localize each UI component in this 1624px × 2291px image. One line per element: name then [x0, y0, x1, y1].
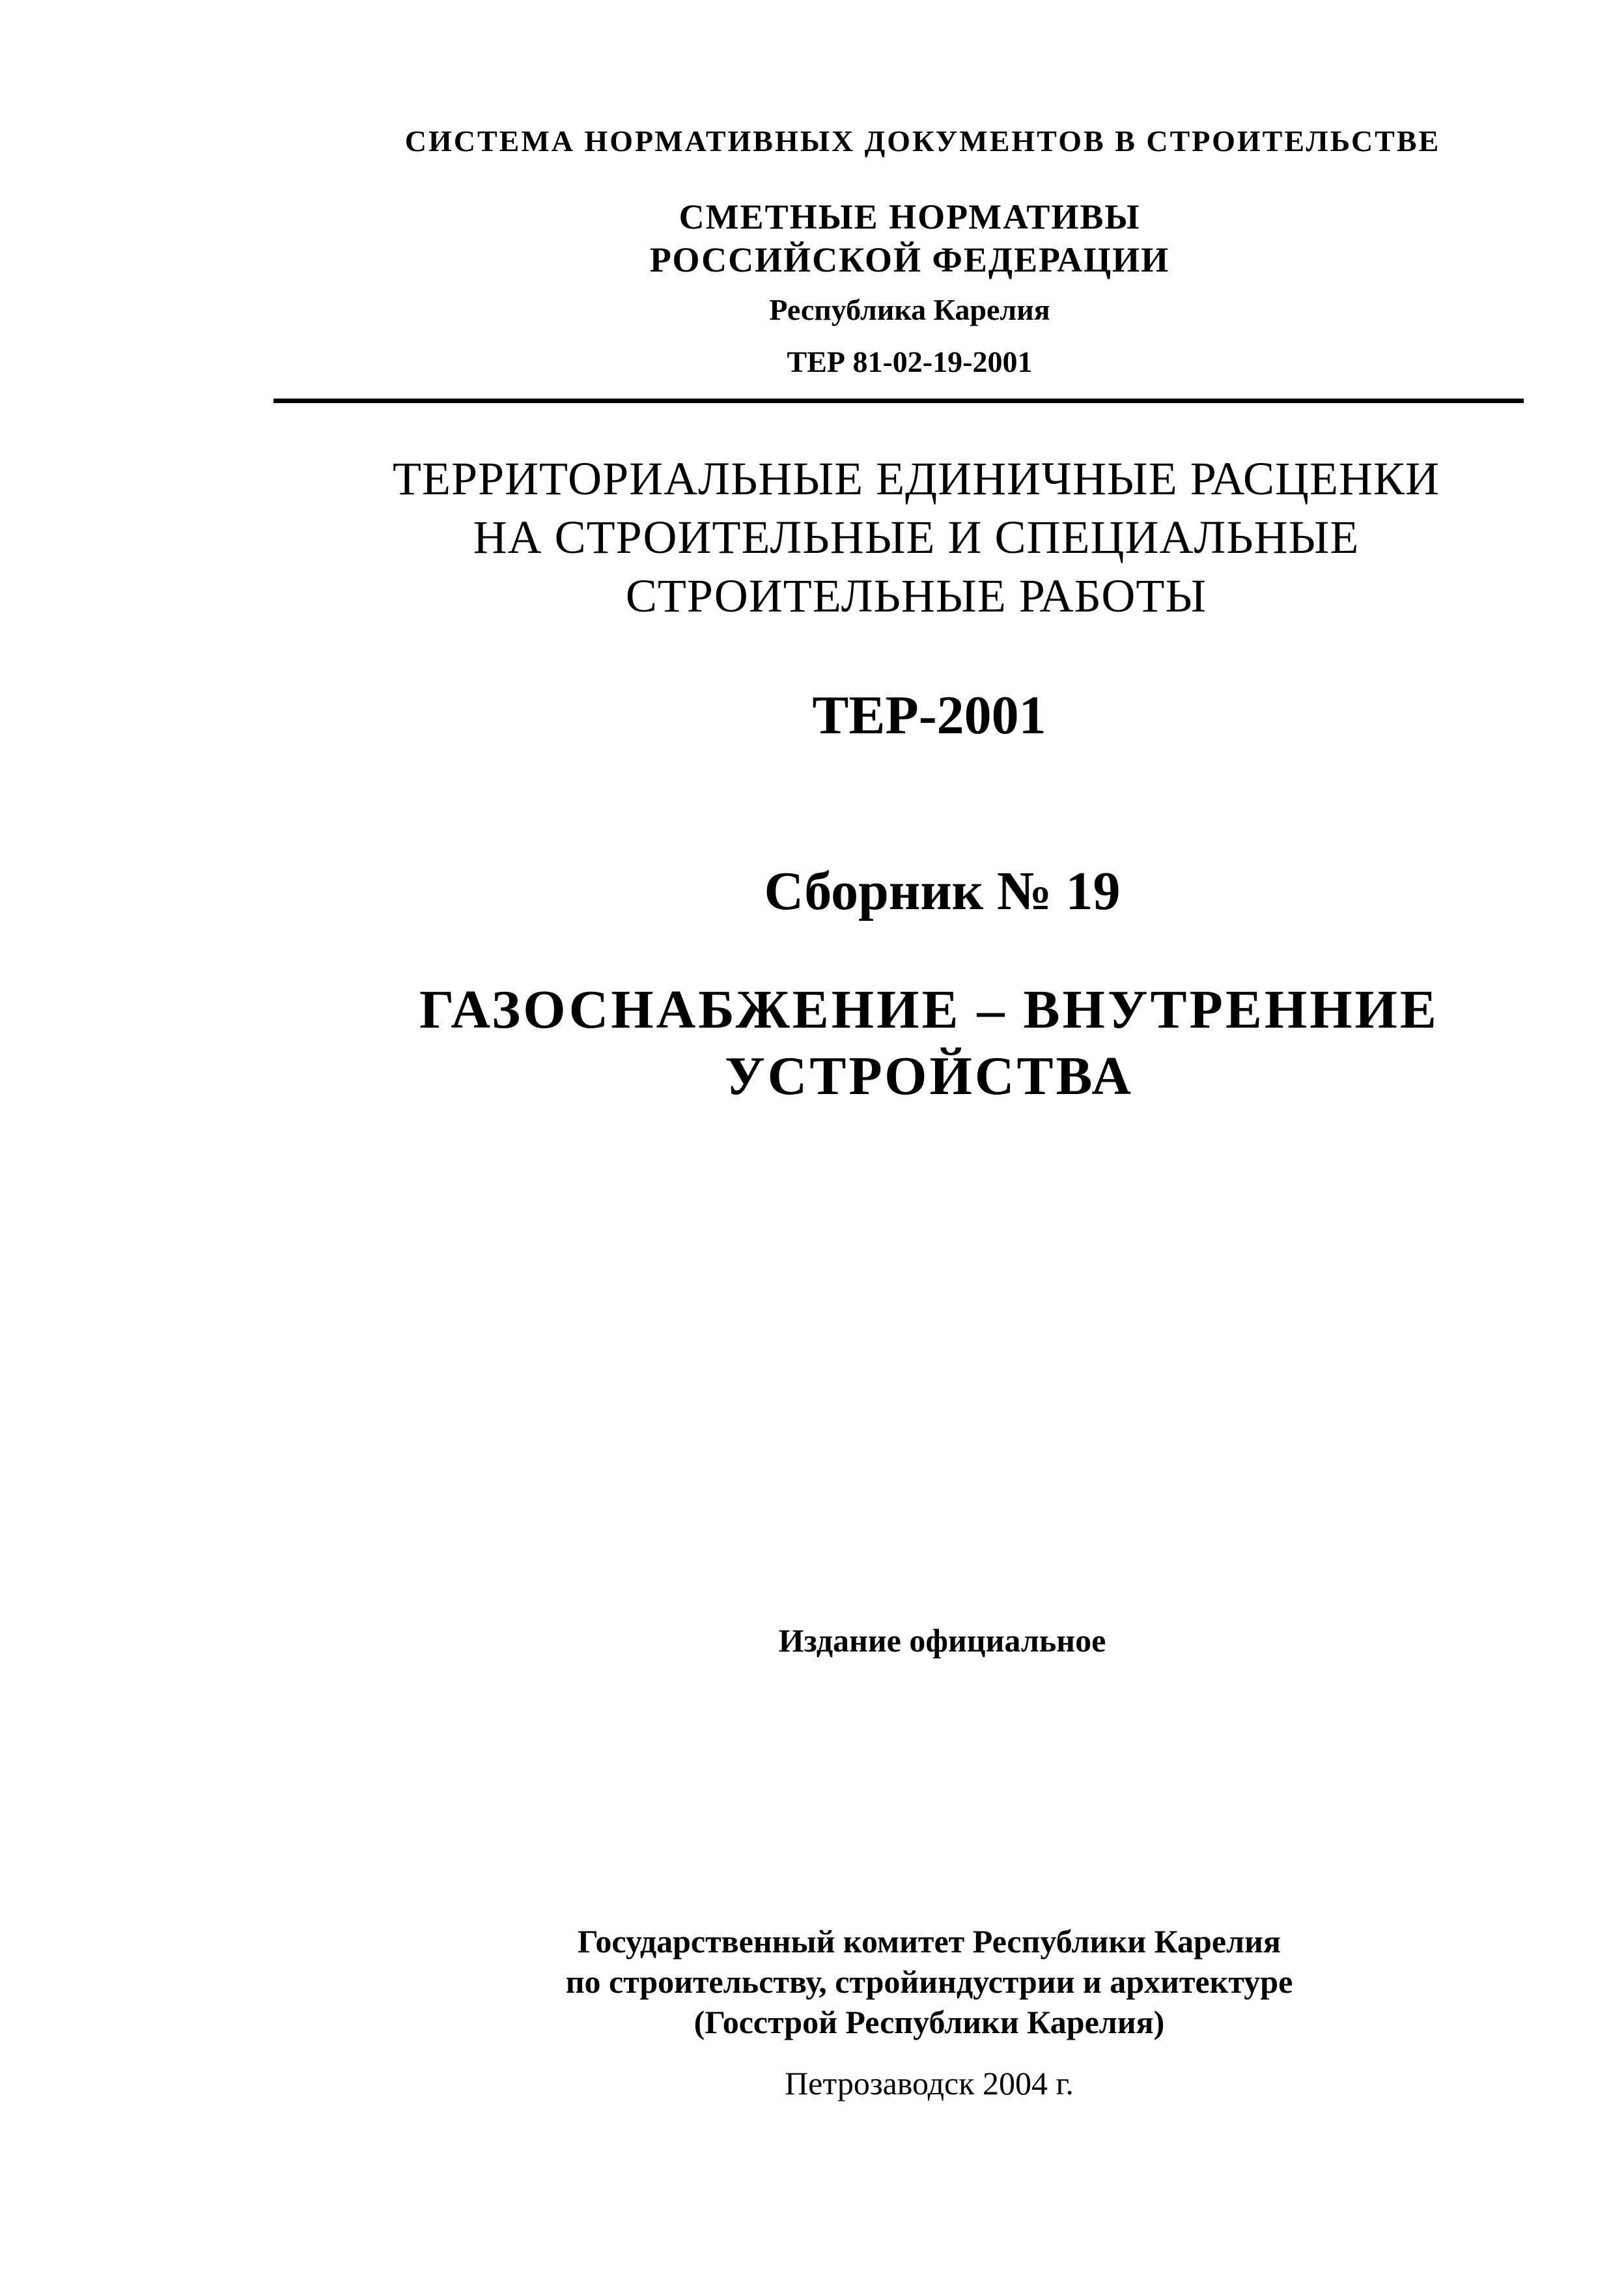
- document-code: ТЕР 81-02-19-2001: [787, 345, 1033, 378]
- system-heading: СИСТЕМА НОРМАТИВНЫХ ДОКУМЕНТОВ В СТРОИТЕЛЬСТВЕ: [404, 124, 1441, 158]
- norms-title-line-1: СМЕТНЫЕ НОРМАТИВЫ: [679, 197, 1141, 236]
- ter-label: ТЕР-2001: [812, 685, 1046, 746]
- publisher-line-3: (Госстрой Республики Карелия): [693, 2004, 1165, 2040]
- horizontal-rule: [273, 399, 1524, 403]
- norms-title-line-2: РОССИЙСКОЙ ФЕДЕРАЦИИ: [649, 240, 1170, 279]
- publisher-line-2: по строительству, стройиндустрии и архитектуре: [565, 1963, 1293, 2000]
- main-title-line-3: СТРОИТЕЛЬНЫЕ РАБОТЫ: [625, 570, 1207, 622]
- publisher-line-1: Государственный комитет Республики Карелия: [578, 1923, 1281, 1960]
- main-title-line-2: НА СТРОИТЕЛЬНЫЕ И СПЕЦИАЛЬНЫЕ: [473, 511, 1360, 563]
- region-name: Республика Карелия: [769, 293, 1050, 326]
- collection-number: Сборник № 19: [764, 861, 1121, 921]
- estimate-norms-block: [98, 195, 1624, 382]
- subject-line-2: УСТРОЙСТВА: [725, 1046, 1134, 1106]
- collection-subject: [117, 977, 1624, 1110]
- publisher-block: [117, 1921, 1624, 2042]
- subject-line-1: ГАЗОСНАБЖЕНИЕ – ВНУТРЕННИЕ: [419, 979, 1439, 1040]
- main-title: [104, 449, 1624, 625]
- city-year: Петрозаводск 2004 г.: [785, 2065, 1074, 2101]
- edition-label: Издание официальное: [778, 1622, 1106, 1659]
- main-title-line-1: ТЕРРИТОРИАЛЬНЫЕ ЕДИНИЧНЫЕ РАСЦЕНКИ: [393, 453, 1440, 505]
